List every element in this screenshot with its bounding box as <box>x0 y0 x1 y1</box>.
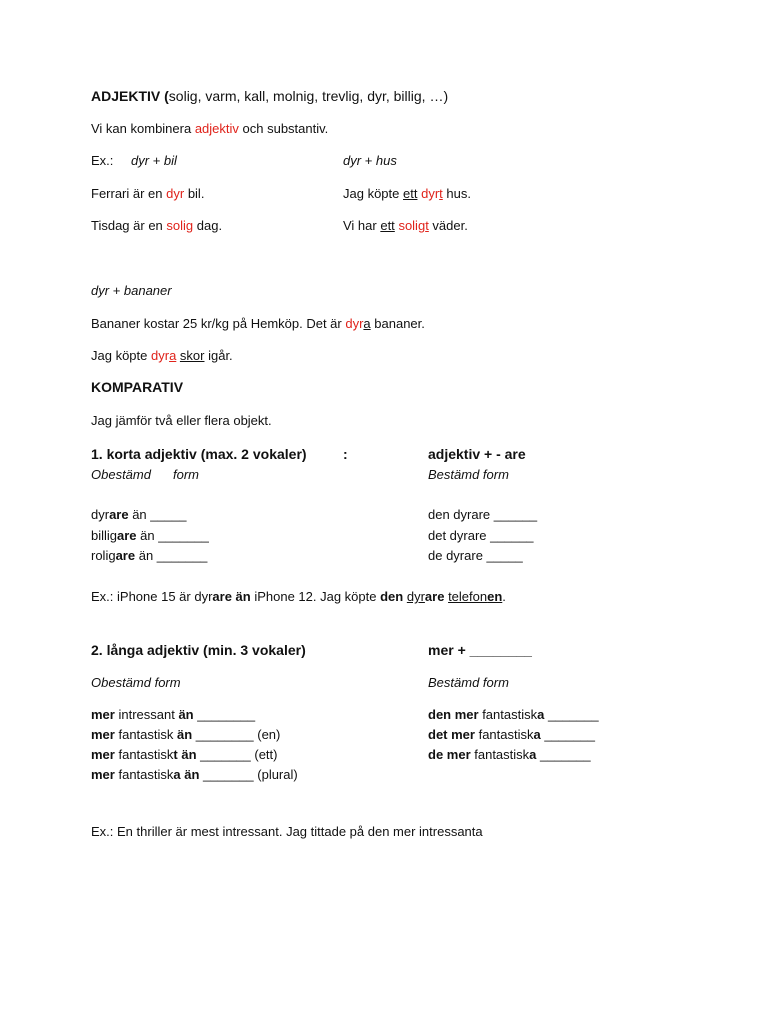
row-ending: a <box>173 767 181 782</box>
sentence-text-end: bil. <box>184 186 205 201</box>
section-heading-komparativ: KOMPARATIV <box>91 379 184 395</box>
long-adjectives-rule: mer + ________ <box>428 642 532 658</box>
short-definite-det: det dyrare ______ <box>428 528 534 543</box>
worksheet-title <box>91 88 448 104</box>
sentence-adjective: dyr <box>421 186 440 201</box>
short-definite-de: de dyrare _____ <box>428 548 523 563</box>
long-definite-det <box>428 727 595 743</box>
adjective-ending: t <box>425 218 429 233</box>
long-definite-den <box>428 707 599 723</box>
ex-adjective-stem: dyr <box>406 589 425 604</box>
sentence-text: Tisdag är en <box>91 218 167 233</box>
row-rest: än _______ <box>135 548 208 563</box>
short-example-sentence <box>91 589 506 605</box>
label-form-word: form <box>172 467 199 482</box>
ex-part: Ex.: iPhone 15 är dyr <box>91 589 213 604</box>
row-word: intressant <box>114 707 179 722</box>
sentence-text: Vi har <box>343 218 381 233</box>
plural-heading: dyr + bananer <box>91 283 172 298</box>
komparativ-intro: Jag jämför två eller flera objekt. <box>91 413 272 428</box>
sentence-adjective: dyr <box>151 348 170 363</box>
sentence-hus <box>343 186 471 202</box>
row-ending: a <box>533 727 541 742</box>
example-label: Ex.: <box>91 153 114 168</box>
sentence-adjective: dyr <box>345 316 364 331</box>
title-adjective-list: solig, varm, kall, molnig, trevlig, dyr, billig, …) <box>168 88 449 104</box>
long-adjectives-heading: 2. långa adjektiv (min. 3 vokaler) <box>91 642 306 658</box>
long-row-fantastisk-en <box>91 727 280 743</box>
sentence-text: Ferrari är en <box>91 186 167 201</box>
row-an: än <box>177 727 193 742</box>
long-definite-de <box>428 747 591 763</box>
short-adjectives-rule: adjektiv + - are <box>428 446 526 462</box>
row-rest: än _____ <box>128 507 187 522</box>
sentence-text: Jag köpte <box>343 186 403 201</box>
ex-noun-ending: en <box>487 589 503 604</box>
sentence-text-end: igår. <box>204 348 233 363</box>
ex-article: den <box>380 589 404 604</box>
sentence-adjective: dyr <box>166 186 185 201</box>
row-rest: ________ <box>193 707 256 722</box>
row-word: fantastisk <box>114 767 174 782</box>
row-an: än <box>178 707 194 722</box>
label-obestamd-word: Obestämd <box>91 467 151 482</box>
row-ending: t <box>173 747 178 762</box>
row-an: än <box>184 767 200 782</box>
ex-period: . <box>502 589 506 604</box>
row-rest: ________ (en) <box>192 727 281 742</box>
sentence-vader <box>343 218 468 234</box>
row-word: fantastisk <box>470 747 530 762</box>
intro-line <box>91 121 328 137</box>
intro-text: Vi kan kombinera <box>91 121 195 136</box>
row-mer: mer <box>91 767 115 782</box>
label-bestamd: Bestämd form <box>428 467 509 482</box>
sentence-skor <box>91 348 233 364</box>
long-label-bestamd: Bestämd form <box>428 675 509 690</box>
article-ett: ett <box>380 218 395 233</box>
long-row-fantastiska-plural <box>91 767 298 783</box>
sentence-adjective: solig <box>398 218 426 233</box>
adjective-ending: a <box>169 348 177 363</box>
short-adjectives-heading: 1. korta adjektiv (max. 2 vokaler) <box>91 446 307 462</box>
row-stem: dyr <box>91 507 110 522</box>
sentence-text: Jag köpte <box>91 348 151 363</box>
sentence-text-end: hus. <box>442 186 471 201</box>
sentence-text: Bananer kostar 25 kr/kg på Hemköp. Det är <box>91 316 346 331</box>
sentence-adjective: solig <box>166 218 194 233</box>
row-ending: are <box>115 548 136 563</box>
article-ett: ett <box>403 186 418 201</box>
row-ending: a <box>529 747 537 762</box>
row-article: det mer <box>428 727 475 742</box>
row-rest: än _______ <box>136 528 209 543</box>
ex-part-bold: are än <box>212 589 251 604</box>
title-main: ADJEKTIV ( <box>91 88 169 104</box>
noun-skor: skor <box>179 348 205 363</box>
short-adjectives-colon: : <box>343 446 348 462</box>
sentence-bananer <box>91 316 425 332</box>
row-ending: a <box>537 707 545 722</box>
example-right: dyr + hus <box>343 153 397 168</box>
sentence-text-end: dag. <box>193 218 223 233</box>
example-left: dyr + bil <box>131 153 177 168</box>
sentence-tisdag <box>91 218 222 234</box>
sentence-ferrari <box>91 186 204 202</box>
short-row-dyr <box>91 507 186 523</box>
long-row-intressant <box>91 707 255 723</box>
row-rest: _______ (plural) <box>199 767 298 782</box>
row-word: fantastisk <box>114 727 177 742</box>
row-rest: _______ <box>540 727 595 742</box>
row-rest: _______ <box>544 707 599 722</box>
row-word: fantastisk <box>114 747 174 762</box>
long-label-obestamd: Obestämd form <box>91 675 181 690</box>
short-row-rolig <box>91 548 207 564</box>
row-rest: _______ (ett) <box>196 747 278 762</box>
row-mer: mer <box>91 727 115 742</box>
adjective-ending: a <box>363 316 371 331</box>
row-stem: rolig <box>91 548 116 563</box>
row-word: fantastisk <box>478 707 538 722</box>
row-an: än <box>181 747 197 762</box>
ex-part: iPhone 12. Jag köpte <box>250 589 381 604</box>
row-ending: are <box>117 528 137 543</box>
row-rest: _______ <box>536 747 591 762</box>
row-article: de mer <box>428 747 471 762</box>
intro-adjective: adjektiv <box>194 121 239 136</box>
row-stem: billig <box>91 528 118 543</box>
sentence-text-end: väder. <box>428 218 468 233</box>
short-row-billig <box>91 528 209 544</box>
row-mer: mer <box>91 747 115 762</box>
sentence-text-end: bananer. <box>370 316 425 331</box>
label-obestamd <box>91 467 199 483</box>
row-word: fantastisk <box>474 727 534 742</box>
long-example-sentence: Ex.: En thriller är mest intressant. Jag tittade på den mer intressanta <box>91 824 483 839</box>
adjective-ending: t <box>439 186 443 201</box>
ex-noun: telefon <box>448 589 488 604</box>
long-row-fantastiskt-ett <box>91 747 277 763</box>
row-article: den mer <box>428 707 479 722</box>
row-mer: mer <box>91 707 115 722</box>
intro-text-end: och substantiv. <box>238 121 329 136</box>
row-ending: are <box>109 507 129 522</box>
short-definite-den: den dyrare ______ <box>428 507 538 522</box>
ex-adjective-ending: are <box>424 589 445 604</box>
